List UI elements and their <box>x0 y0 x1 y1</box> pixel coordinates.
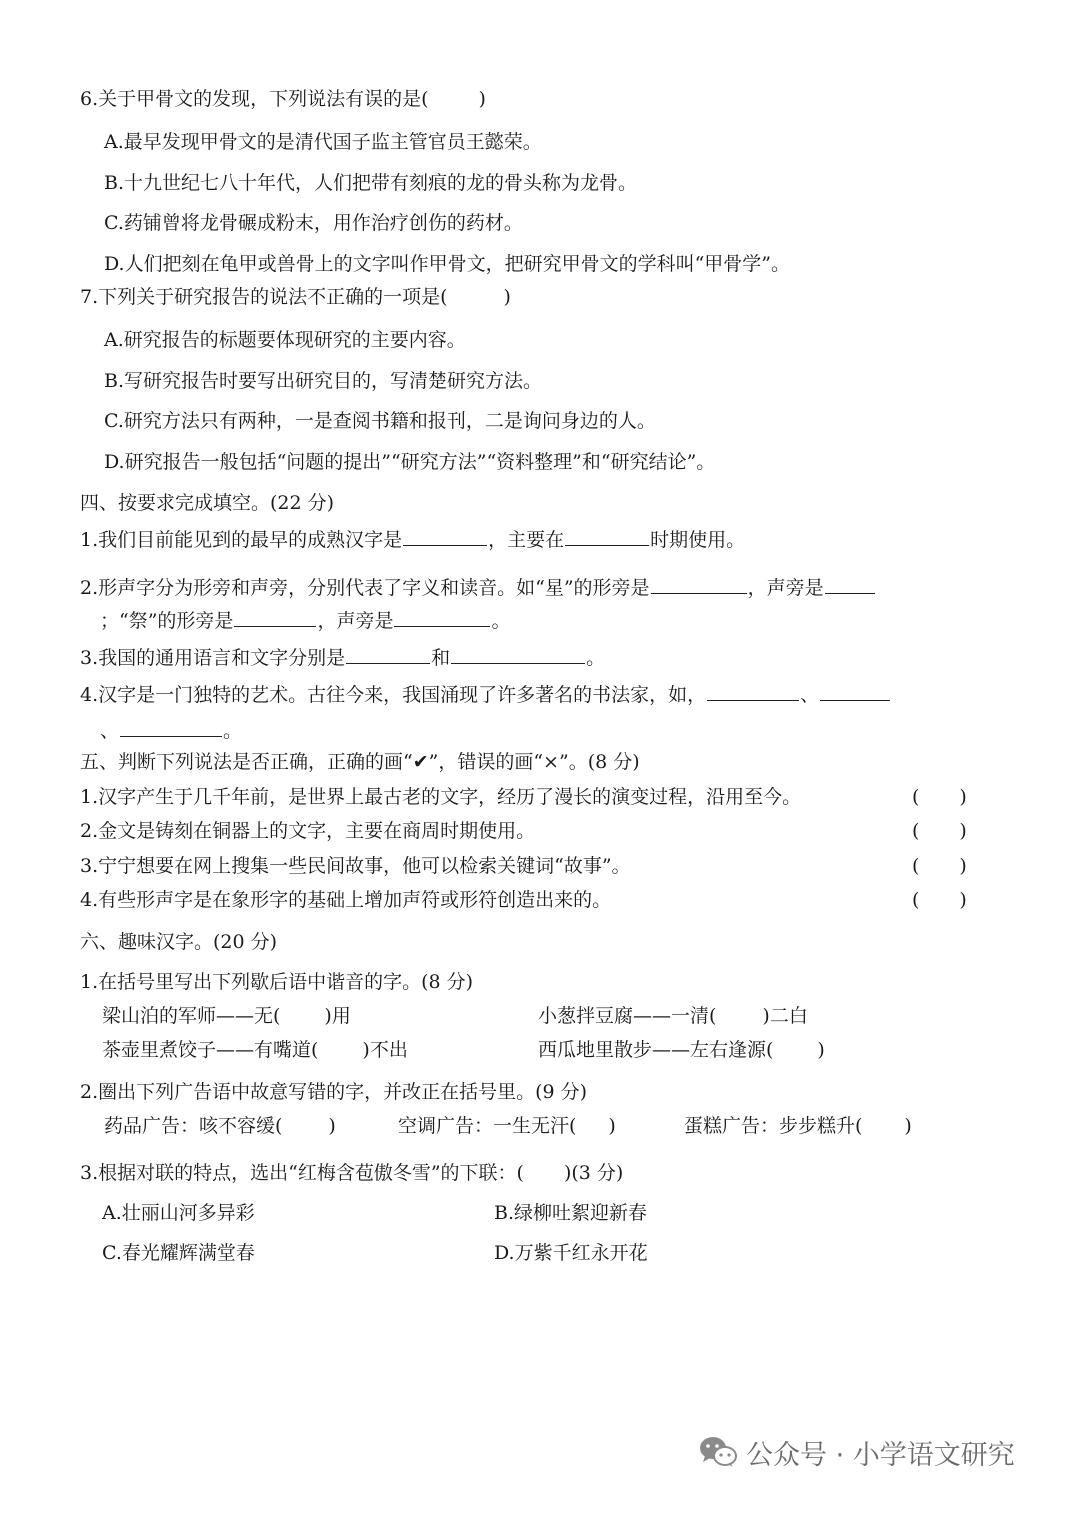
s6-q2-stem: 2.圈出下列广告语中故意写错的字，并改正在括号里。(9 分) <box>80 1081 588 1103</box>
judge-item-2: 2.金文是铸刻在铜器上的文字，主要在商周时期使用。 <box>80 820 536 842</box>
xiehouyu-1: 梁山泊的军师——无( )用 <box>102 1005 351 1027</box>
q7-option-a: A.研究报告的标题要体现研究的主要内容。 <box>104 329 466 351</box>
section6-heading: 六、趣味汉字。(20 分) <box>80 931 278 953</box>
judge-answer-3[interactable]: ( ) <box>912 855 967 877</box>
q6-option-d: D.人们把刻在龟甲或兽骨上的文字叫作甲骨文，把研究甲骨文的学科叫“甲骨学”。 <box>104 253 791 275</box>
judge-answer-4[interactable]: ( ) <box>912 889 967 911</box>
blank-field[interactable] <box>651 573 747 594</box>
couplet-option-c: C.春光耀辉满堂春 <box>102 1242 255 1264</box>
q7-stem: 7.下列关于研究报告的说法不正确的一项是( ) <box>80 286 511 308</box>
judge-item-3: 3.宁宁想要在网上搜集一些民间故事，他可以检索关键词“故事”。 <box>80 855 631 877</box>
q6-option-b: B.十九世纪七八十年代，人们把带有刻痕的龙的骨头称为龙骨。 <box>104 172 638 194</box>
q6-option-a: A.最早发现甲骨文的是清代国子监主管官员王懿荣。 <box>104 131 542 153</box>
blank-field[interactable] <box>707 680 799 701</box>
s4-q4-line2: 、 。 <box>100 716 242 744</box>
blank-field[interactable] <box>820 680 890 701</box>
judge-item-1: 1.汉字产生于几千年前，是世界上最古老的文字，经历了漫长的演变过程，沿用至今。 <box>80 786 802 808</box>
section4-heading: 四、按要求完成填空。(22 分) <box>80 492 335 514</box>
xiehouyu-3: 茶壶里煮饺子——有嘴道( )不出 <box>102 1039 408 1061</box>
ad-aircon: 空调广告：一生无汗( ) <box>398 1115 616 1137</box>
wechat-icon <box>698 1435 738 1469</box>
watermark <box>698 1432 1015 1472</box>
judge-answer-1[interactable]: ( ) <box>912 786 967 808</box>
s4-q2-line1: 2.形声字分为形旁和声旁，分别代表了字义和读音。如“星”的形旁是 ，声旁是 <box>80 573 876 601</box>
s6-q3-stem: 3.根据对联的特点，选出“红梅含苞傲冬雪”的下联：( )(3 分) <box>80 1162 624 1184</box>
blank-field[interactable] <box>234 606 316 627</box>
judge-item-4: 4.有些形声字是在象形字的基础上增加声符或形符创造出来的。 <box>80 889 612 911</box>
blank-field[interactable] <box>565 525 649 546</box>
q6-stem: 6.关于甲骨文的发现，下列说法有误的是( ) <box>80 88 486 110</box>
couplet-option-a: A.壮丽山河多异彩 <box>102 1202 255 1224</box>
blank-field[interactable] <box>403 525 487 546</box>
xiehouyu-2: 小葱拌豆腐——一清( )二白 <box>538 1005 808 1027</box>
s4-q1: 1.我们目前能见到的最早的成熟汉字是 ，主要在 时期使用。 <box>80 525 745 553</box>
q7-option-b: B.写研究报告时要写出研究目的，写清楚研究方法。 <box>104 370 543 392</box>
couplet-option-d: D.万紫千红永开花 <box>494 1242 648 1264</box>
blank-field[interactable] <box>394 606 490 627</box>
s4-q2-line2: ；“祭”的形旁是 ，声旁是 。 <box>100 606 510 634</box>
ad-medicine: 药品广告：咳不容缓( ) <box>104 1115 336 1137</box>
q6-option-c: C.药铺曾将龙骨碾成粉末，用作治疗创伤的药材。 <box>104 212 523 234</box>
judge-answer-2[interactable]: ( ) <box>912 820 967 842</box>
section5-heading: 五、判断下列说法是否正确，正确的画“✔”，错误的画“×”。(8 分) <box>80 751 640 773</box>
q7-option-d: D.研究报告一般包括“问题的提出”“研究方法”“资料整理”和“研究结论”。 <box>104 451 716 473</box>
blank-field[interactable] <box>451 643 585 664</box>
ad-cake: 蛋糕广告：步步糕升( ) <box>684 1115 912 1137</box>
q7-option-c: C.研究方法只有两种，一是查阅书籍和报刊，二是询问身边的人。 <box>104 410 656 432</box>
couplet-option-b: B.绿柳吐絮迎新春 <box>494 1202 648 1224</box>
blank-field[interactable] <box>120 716 222 737</box>
blank-field[interactable] <box>825 573 875 594</box>
blank-field[interactable] <box>346 643 430 664</box>
xiehouyu-4: 西瓜地里散步——左右逢源( ) <box>538 1039 825 1061</box>
s4-q3: 3.我国的通用语言和文字分别是 和 。 <box>80 643 605 671</box>
s6-q1-stem: 1.在括号里写出下列歇后语中谐音的字。(8 分) <box>80 971 474 993</box>
watermark-text: 公众号 · 小学语文研究 <box>746 1439 1015 1471</box>
s4-q4-line1: 4.汉字是一门独特的艺术。古往今来，我国涌现了许多著名的书法家，如， 、 <box>80 680 891 708</box>
